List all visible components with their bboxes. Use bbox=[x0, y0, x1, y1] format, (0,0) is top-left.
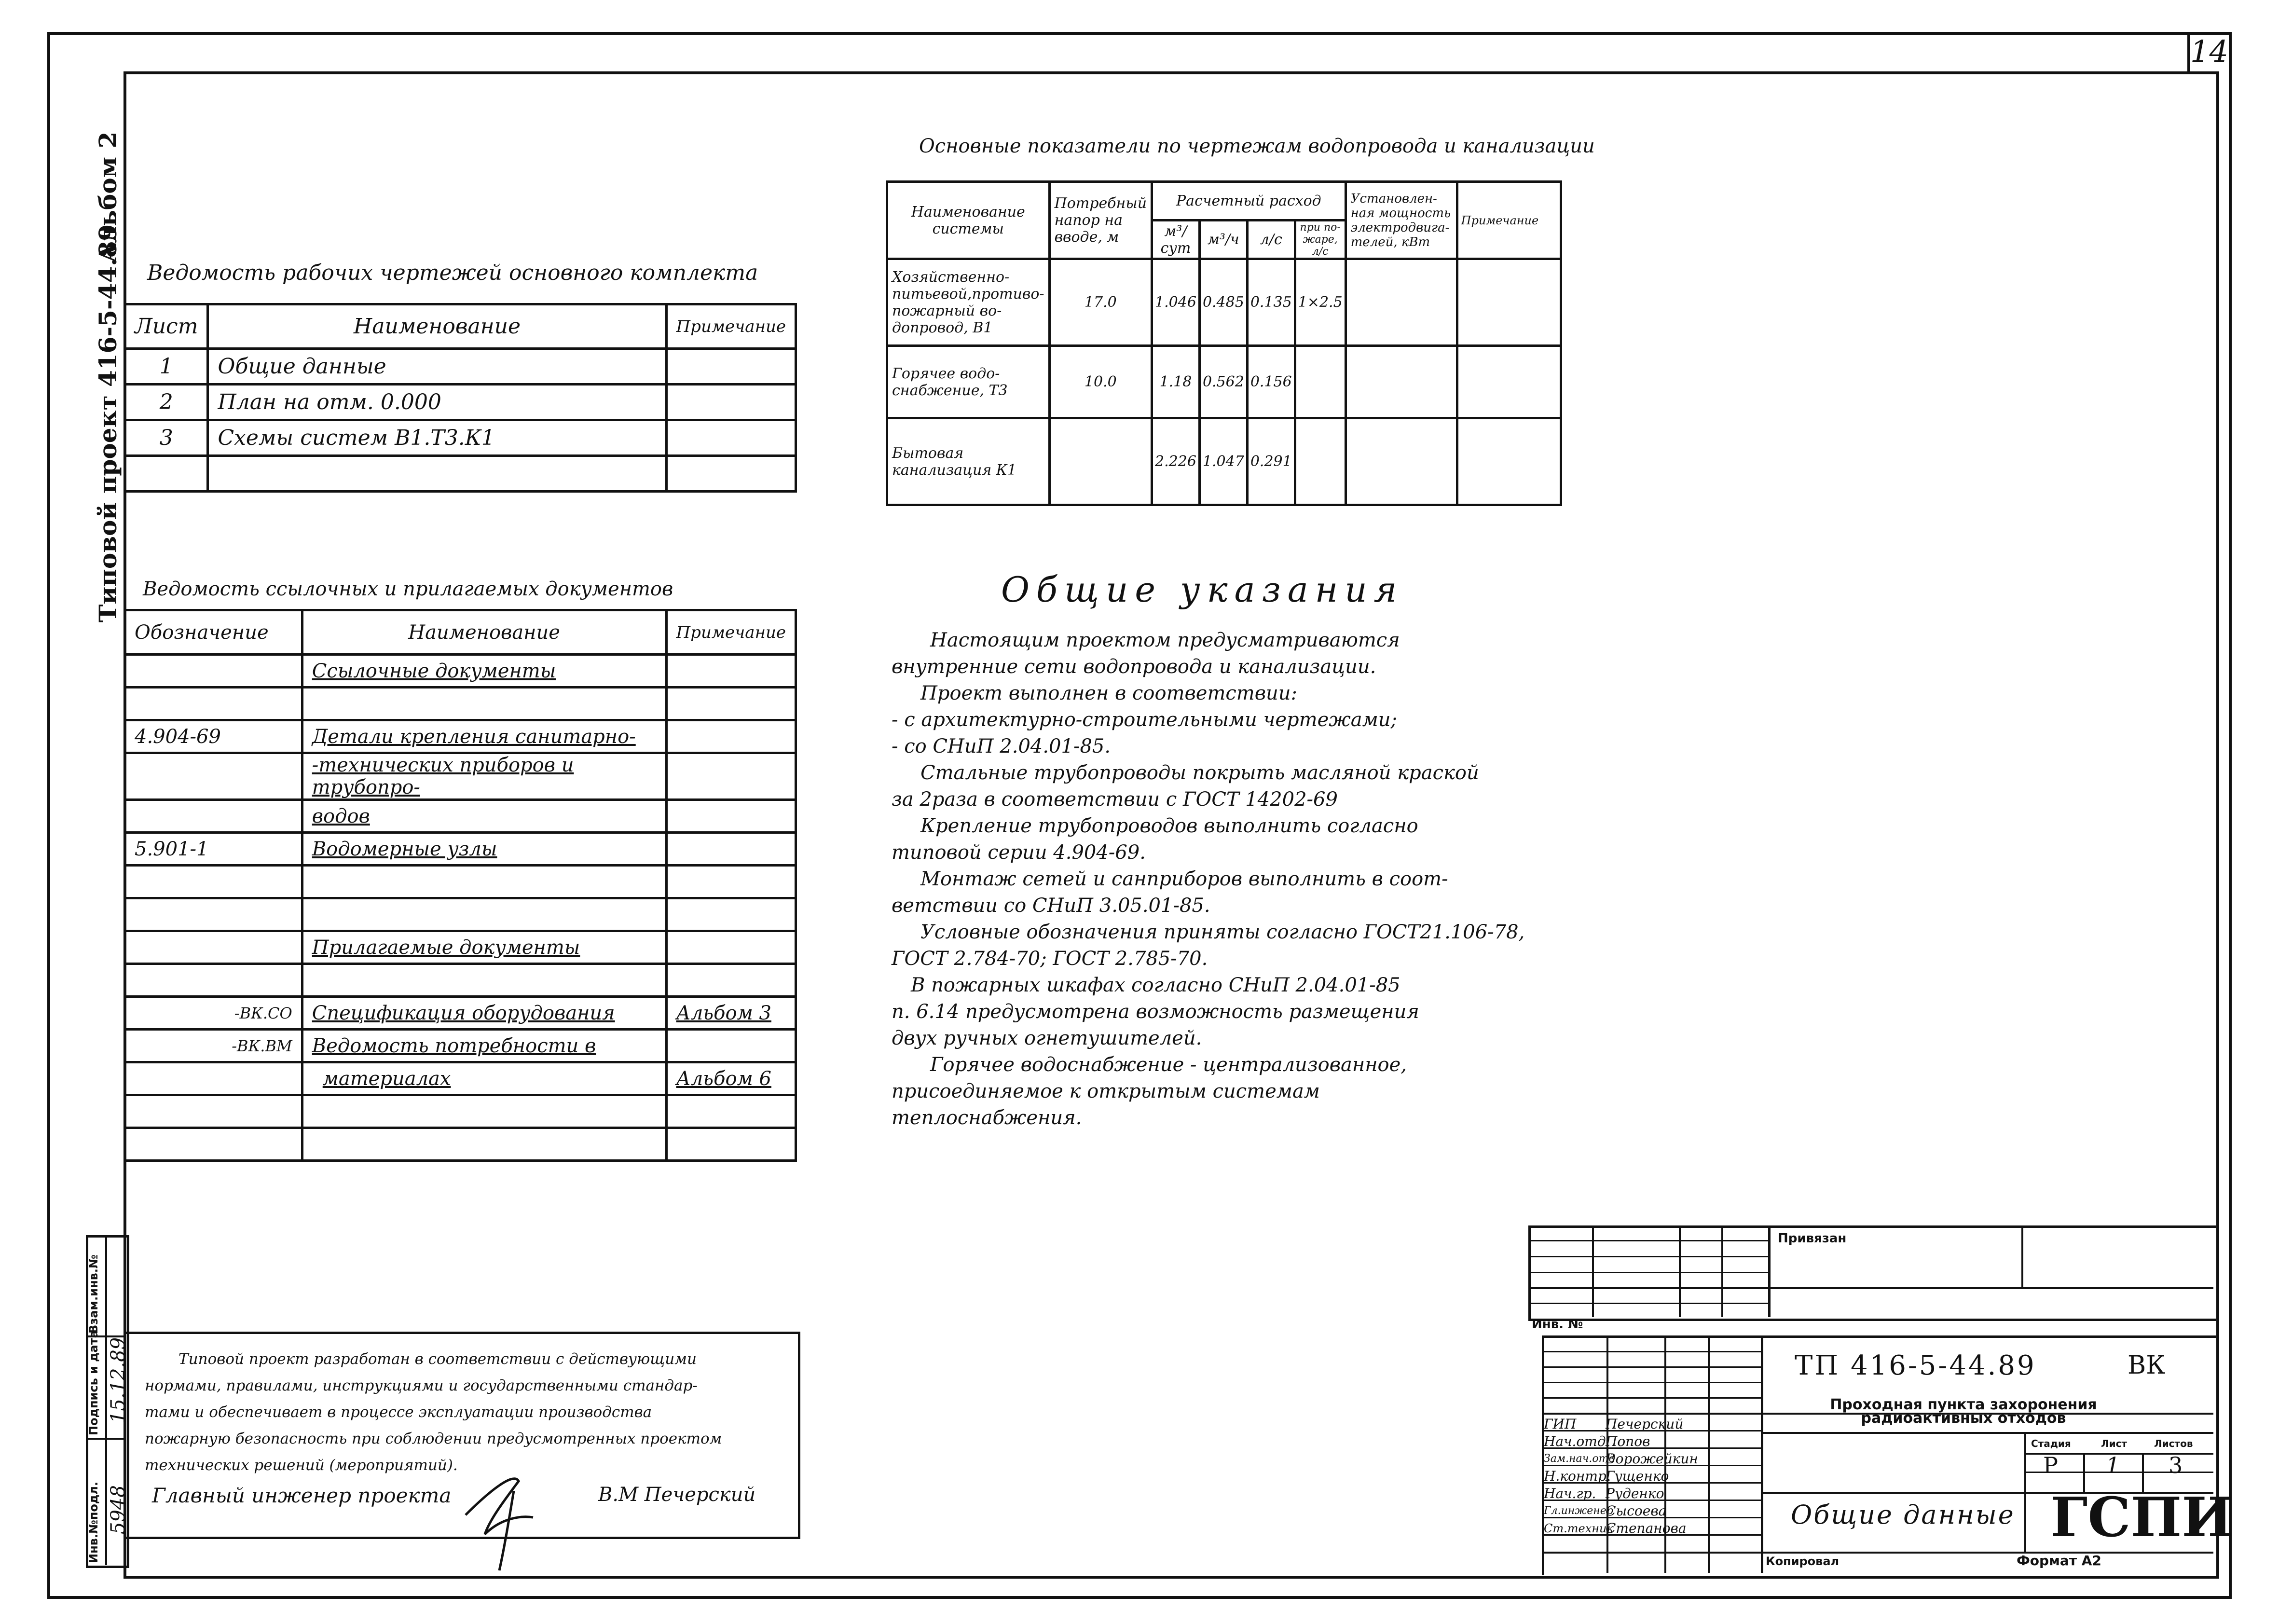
note-line: теплоснабжения. bbox=[892, 1107, 1082, 1129]
sheet-title: Общие данные bbox=[1791, 1500, 2015, 1530]
copied-label: Копировал bbox=[1766, 1555, 1840, 1568]
note-line: внутренние сети водопровода и канализации. bbox=[892, 656, 1376, 678]
table-row: Горячее водо-снабжение, Т3 10.0 1.18 0.562 0.156 bbox=[887, 346, 1561, 418]
table-row: водов bbox=[125, 800, 796, 833]
indicators-table: Наименование системы Потребный напор на вводе, м Расчетный расход Установлен-ная мощность электродвига-телей, кВт Примечание м³/сут м³/ч л/с при по-жаре, л/с Хозяйственно-питьевой,противо-пожарный во-допровод, В1 17.0 1.046 0.485 0.135 1×2.5 Горячее водо-снабжение, Т3 10.0 1.18 0.562 0.156 Бытовая канализация К1 2.226 1.047 0.291 bbox=[886, 180, 1562, 506]
chief-engineer-label: Главный инженер проекта bbox=[152, 1484, 452, 1507]
signature bbox=[461, 1462, 557, 1573]
note-line: - с архитектурно-строительными чертежами; bbox=[892, 709, 1397, 731]
note-line: двух ручных огнетушителей. bbox=[892, 1027, 1202, 1049]
docs-list-table: Обозначение Наименование Примечание Ссылочные документы 4.904-69 Детали крепления санитарно- -технических приборов и трубопро- водов 5.901-1 Водомерные узлы Прилагаемые документы -ВК.СО Спецификация оборудования Альбом 3 -ВК.ВМ Ведомость потребности в материалах Альбом 6 bbox=[124, 609, 797, 1162]
table-row: Прилагаемые документы bbox=[125, 931, 796, 964]
list-item: Ст.техник Степанова bbox=[1544, 1520, 1687, 1536]
table-row: 2 План на отм. 0.000 bbox=[125, 385, 796, 420]
table-row: Ссылочные документы bbox=[125, 655, 796, 688]
drawings-list-title: Ведомость рабочих чертежей основного комплекта bbox=[147, 261, 758, 285]
table-row bbox=[125, 964, 796, 997]
table-row bbox=[125, 688, 796, 720]
table-row: Хозяйственно-питьевой,противо-пожарный во-допровод, В1 17.0 1.046 0.485 0.135 1×2.5 bbox=[887, 259, 1561, 346]
header-note: Примечание bbox=[666, 304, 796, 349]
note-line: - со СНиП 2.04.01-85. bbox=[892, 735, 1111, 757]
sheets-header: Листов bbox=[2154, 1438, 2193, 1449]
table-row: Бытовая канализация К1 2.226 1.047 0.291 bbox=[887, 418, 1561, 505]
chief-engineer-name: В.М Печерский bbox=[598, 1484, 756, 1506]
sheets-value: 3 bbox=[2169, 1452, 2183, 1478]
list-item: Зам.нач.отд Ворожейкин bbox=[1544, 1451, 1698, 1467]
sheet-value: 1 bbox=[2106, 1452, 2120, 1478]
stamp-label-inv: Инв.№подл. bbox=[87, 1482, 100, 1563]
list-item: Н.контр. Гущенко bbox=[1544, 1468, 1669, 1484]
list-item: ГИП Печерский bbox=[1544, 1416, 1684, 1432]
table-row bbox=[125, 456, 796, 492]
list-item: Нач.гр. Руденко bbox=[1544, 1486, 1664, 1501]
format-label: Формат А2 bbox=[2017, 1553, 2101, 1569]
compliance-text: Типовой проект разработан в соответствии с действующими нормами, правилами, инструкциями и государственными стандар- тами и обеспечивает в процессе эксплуатации производства пожарную безопасность при соблюдении предусмотренных проектом технических решений (мероприятий). bbox=[145, 1350, 722, 1474]
note-line: Стальные трубопроводы покрыть масляной краской bbox=[920, 762, 1479, 784]
doc-code: ТП 416-5-44.89 bbox=[1795, 1350, 2036, 1381]
note-line: Горячее водоснабжение - централизованное, bbox=[930, 1054, 1407, 1076]
stamp-value-date: 15.12.89 bbox=[107, 1337, 129, 1423]
list-item: Гл.инженер Сысоева bbox=[1544, 1503, 1667, 1519]
table-row bbox=[125, 866, 796, 898]
general-title: Общие указания bbox=[1001, 569, 1404, 610]
note-line: Проект выполнен в соответствии: bbox=[920, 682, 1298, 704]
stamp-label-sign: Подпись и дата bbox=[87, 1330, 100, 1435]
drawings-list-table bbox=[124, 303, 797, 493]
table-row bbox=[125, 1128, 796, 1161]
sheet-number: 14 bbox=[2190, 34, 2228, 69]
table-row: материалах Альбом 6 bbox=[125, 1062, 796, 1095]
docs-list-title: Ведомость ссылочных и прилагаемых документов bbox=[143, 578, 673, 600]
general-notes bbox=[892, 627, 1557, 1131]
people-list bbox=[1544, 1416, 1698, 1537]
sheet-header: Лист bbox=[2101, 1438, 2128, 1449]
table-row bbox=[125, 1095, 796, 1128]
header-sheet: Лист bbox=[125, 304, 208, 349]
note-line: типовой серии 4.904-69. bbox=[892, 841, 1146, 864]
table-row: -ВК.СО Спецификация оборудования Альбом 3 bbox=[125, 997, 796, 1030]
stamp-value-inv: 5948 bbox=[107, 1485, 129, 1534]
org-name: ГСПИ bbox=[2050, 1486, 2233, 1549]
note-line: ветствии со СНиП 3.05.01-85. bbox=[892, 895, 1210, 917]
table-row: 4.904-69 Детали крепления санитарно- bbox=[125, 720, 796, 753]
note-line: ГОСТ 2.784-70; ГОСТ 2.785-70. bbox=[892, 948, 1208, 970]
table-row: 5.901-1 Водомерные узлы bbox=[125, 833, 796, 866]
header-name: Наименование bbox=[208, 304, 666, 349]
note-line: Крепление трубопроводов выполнить согласно bbox=[920, 815, 1418, 837]
privyazan-label: Привязан bbox=[1778, 1231, 1847, 1246]
album-label: Альбом 2 bbox=[94, 131, 122, 263]
stage-header: Стадия bbox=[2031, 1438, 2071, 1449]
object-name: Проходная пункта захоронения радиоактивных отходов bbox=[1830, 1396, 2097, 1427]
note-line: за 2раза в соответствии с ГОСТ 14202-69 bbox=[892, 788, 1338, 811]
note-line: п. 6.14 предусмотрена возможность размещения bbox=[892, 1001, 1419, 1023]
table-row: 1 Общие данные bbox=[125, 349, 796, 385]
list-item: Нач.отд Попов bbox=[1544, 1433, 1650, 1449]
doc-mark: ВК bbox=[2128, 1351, 2166, 1380]
note-line: Настоящим проектом предусматриваются bbox=[930, 629, 1400, 651]
table-row: 3 Схемы систем В1.Т3.К1 bbox=[125, 420, 796, 456]
table-row bbox=[125, 898, 796, 931]
stage-value: Р bbox=[2043, 1452, 2058, 1478]
note-line: Условные обозначения приняты согласно ГОСТ21.106-78, bbox=[920, 921, 1525, 943]
note-line: В пожарных шкафах согласно СНиП 2.04.01-85 bbox=[911, 974, 1400, 996]
table-row: -технических приборов и трубопро- bbox=[125, 753, 796, 800]
stamp-label-replace: Взам.инв.№ bbox=[87, 1254, 100, 1334]
note-line: Монтаж сетей и санприборов выполнить в соот- bbox=[920, 868, 1448, 890]
project-label: Типовой проект 416-5-44.89 bbox=[94, 224, 122, 622]
note-line: присоединяемое к открытым системам bbox=[892, 1080, 1320, 1102]
inv-label: Инв. № bbox=[1532, 1317, 1583, 1332]
indicators-title: Основные показатели по чертежам водопровода и канализации bbox=[919, 135, 1595, 157]
table-row: -ВК.ВМ Ведомость потребности в bbox=[125, 1030, 796, 1062]
